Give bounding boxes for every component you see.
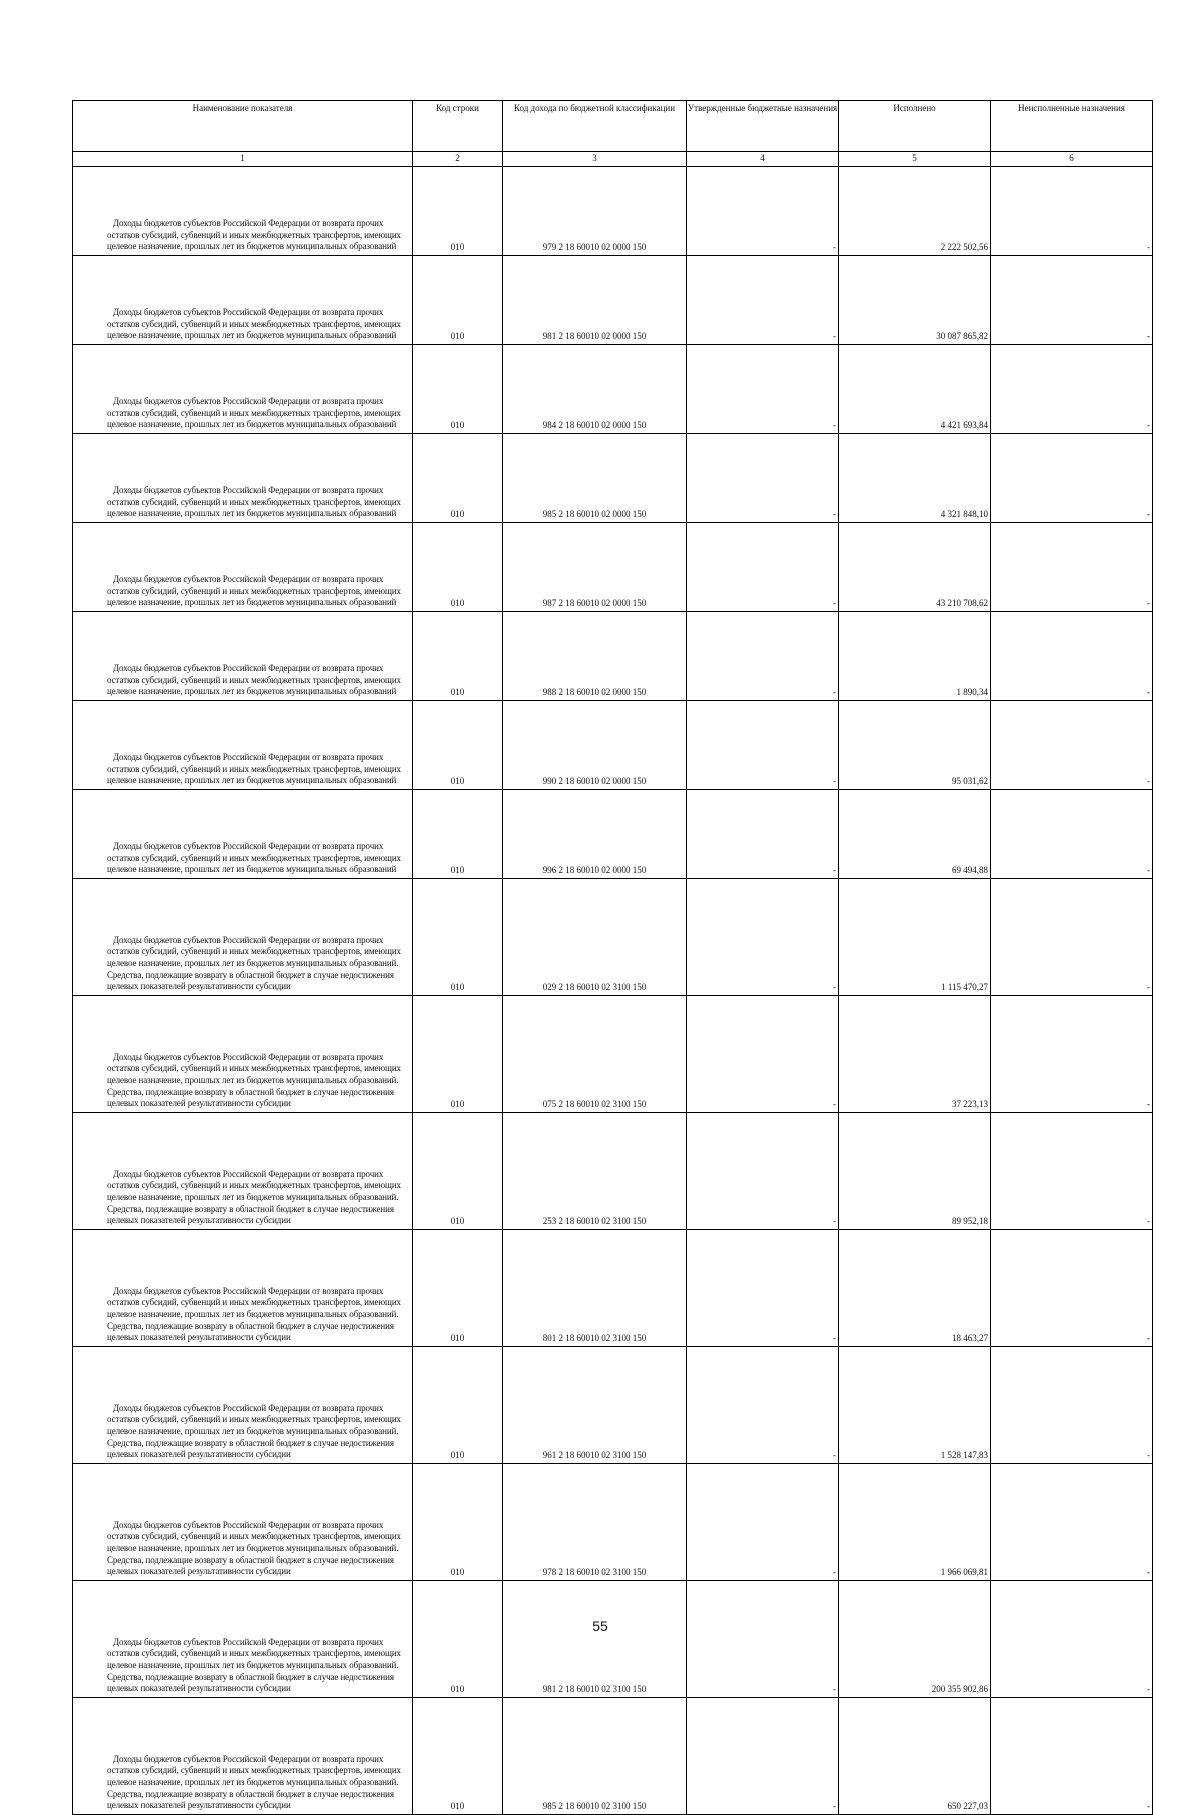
approved-cell: -	[687, 996, 839, 1113]
indicator-name-cell: Доходы бюджетов субъектов Российской Федерации от возврата прочих остатков субсидий, субвенций и иных межбюджетных трансфертов, имеющих целевое назначение, прошлых лет из бюджетов муниципальных образований	[73, 701, 413, 790]
executed-cell: 89 952,18	[839, 1113, 991, 1230]
indicator-name-cell: Доходы бюджетов субъектов Российской Федерации от возврата прочих остатков субсидий, субвенций и иных межбюджетных трансфертов, имеющих целевое назначение, прошлых лет из бюджетов муниципальных образований. Средства, подлежащие возврату в областной бюджет в случае недостижения целевых показателей результативности субсидии	[73, 1347, 413, 1464]
row-code-cell: 010	[413, 1113, 503, 1230]
indicator-name-cell: Доходы бюджетов субъектов Российской Федерации от возврата прочих остатков субсидий, субвенций и иных межбюджетных трансфертов, имеющих целевое назначение, прошлых лет из бюджетов муниципальных образований	[73, 345, 413, 434]
approved-cell: -	[687, 1698, 839, 1815]
table-row	[73, 701, 1153, 790]
approved-cell: -	[687, 167, 839, 256]
table-row	[73, 256, 1153, 345]
approved-cell: -	[687, 1347, 839, 1464]
row-code-cell: 010	[413, 1347, 503, 1464]
approved-cell: -	[687, 434, 839, 523]
row-code-cell: 010	[413, 1698, 503, 1815]
income-code-cell: 985 2 18 60010 02 3100 150	[503, 1698, 687, 1815]
column-number: 6	[991, 152, 1153, 167]
income-code-cell: 029 2 18 60010 02 3100 150	[503, 879, 687, 996]
table-row	[73, 790, 1153, 879]
column-number: 5	[839, 152, 991, 167]
row-code-cell: 010	[413, 167, 503, 256]
unexecuted-cell: -	[991, 167, 1153, 256]
column-number-row	[73, 152, 1153, 167]
table-row	[73, 1464, 1153, 1581]
indicator-name-cell: Доходы бюджетов субъектов Российской Федерации от возврата прочих остатков субсидий, субвенций и иных межбюджетных трансфертов, имеющих целевое назначение, прошлых лет из бюджетов муниципальных образований	[73, 434, 413, 523]
approved-cell: -	[687, 1581, 839, 1698]
header-income-code: Код дохода по бюджетной классификации	[503, 101, 687, 152]
unexecuted-cell: -	[991, 256, 1153, 345]
executed-cell: 4 321 848,10	[839, 434, 991, 523]
table-row	[73, 167, 1153, 256]
income-code-cell: 075 2 18 60010 02 3100 150	[503, 996, 687, 1113]
unexecuted-cell: -	[991, 790, 1153, 879]
row-code-cell: 010	[413, 256, 503, 345]
approved-cell: -	[687, 256, 839, 345]
table-row	[73, 612, 1153, 701]
header-row	[73, 101, 1153, 152]
executed-cell: 1 966 069,81	[839, 1464, 991, 1581]
unexecuted-cell: -	[991, 612, 1153, 701]
executed-cell: 1 528 147,83	[839, 1347, 991, 1464]
indicator-name-cell: Доходы бюджетов субъектов Российской Федерации от возврата прочих остатков субсидий, субвенций и иных межбюджетных трансфертов, имеющих целевое назначение, прошлых лет из бюджетов муниципальных образований. Средства, подлежащие возврату в областной бюджет в случае недостижения целевых показателей результативности субсидии	[73, 1230, 413, 1347]
approved-cell: -	[687, 1230, 839, 1347]
indicator-name-cell: Доходы бюджетов субъектов Российской Федерации от возврата прочих остатков субсидий, субвенций и иных межбюджетных трансфертов, имеющих целевое назначение, прошлых лет из бюджетов муниципальных образований. Средства, подлежащие возврату в областной бюджет в случае недостижения целевых показателей результативности субсидии	[73, 1113, 413, 1230]
header-executed: Исполнено	[839, 101, 991, 152]
approved-cell: -	[687, 612, 839, 701]
unexecuted-cell: -	[991, 434, 1153, 523]
unexecuted-cell: -	[991, 1581, 1153, 1698]
indicator-name-cell: Доходы бюджетов субъектов Российской Федерации от возврата прочих остатков субсидий, субвенций и иных межбюджетных трансфертов, имеющих целевое назначение, прошлых лет из бюджетов муниципальных образований. Средства, подлежащие возврату в областной бюджет в случае недостижения целевых показателей результативности субсидии	[73, 879, 413, 996]
table-body	[73, 167, 1153, 1815]
row-code-cell: 010	[413, 879, 503, 996]
indicator-name-cell: Доходы бюджетов субъектов Российской Федерации от возврата прочих остатков субсидий, субвенций и иных межбюджетных трансфертов, имеющих целевое назначение, прошлых лет из бюджетов муниципальных образований. Средства, подлежащие возврату в областной бюджет в случае недостижения целевых показателей результативности субсидии	[73, 996, 413, 1113]
approved-cell: -	[687, 345, 839, 434]
column-number: 3	[503, 152, 687, 167]
row-code-cell: 010	[413, 434, 503, 523]
approved-cell: -	[687, 701, 839, 790]
income-code-cell: 978 2 18 60010 02 3100 150	[503, 1464, 687, 1581]
income-code-cell: 801 2 18 60010 02 3100 150	[503, 1230, 687, 1347]
row-code-cell: 010	[413, 996, 503, 1113]
table-row	[73, 1113, 1153, 1230]
unexecuted-cell: -	[991, 1113, 1153, 1230]
approved-cell: -	[687, 790, 839, 879]
unexecuted-cell: -	[991, 1464, 1153, 1581]
unexecuted-cell: -	[991, 1347, 1153, 1464]
income-code-cell: 981 2 18 60010 02 0000 150	[503, 256, 687, 345]
row-code-cell: 010	[413, 345, 503, 434]
income-code-cell: 984 2 18 60010 02 0000 150	[503, 345, 687, 434]
column-number: 4	[687, 152, 839, 167]
executed-cell: 650 227,03	[839, 1698, 991, 1815]
executed-cell: 200 355 902,86	[839, 1581, 991, 1698]
page-number: 55	[592, 1618, 608, 1634]
executed-cell: 18 463,27	[839, 1230, 991, 1347]
income-code-cell: 981 2 18 60010 02 3100 150	[503, 1581, 687, 1698]
table-row	[73, 345, 1153, 434]
row-code-cell: 010	[413, 1581, 503, 1698]
table-row	[73, 1581, 1153, 1698]
unexecuted-cell: -	[991, 523, 1153, 612]
unexecuted-cell: -	[991, 1698, 1153, 1815]
budget-income-table	[72, 100, 1153, 1815]
table-row	[73, 1698, 1153, 1815]
indicator-name-cell: Доходы бюджетов субъектов Российской Федерации от возврата прочих остатков субсидий, субвенций и иных межбюджетных трансфертов, имеющих целевое назначение, прошлых лет из бюджетов муниципальных образований	[73, 523, 413, 612]
indicator-name-cell: Доходы бюджетов субъектов Российской Федерации от возврата прочих остатков субсидий, субвенций и иных межбюджетных трансфертов, имеющих целевое назначение, прошлых лет из бюджетов муниципальных образований	[73, 167, 413, 256]
unexecuted-cell: -	[991, 1230, 1153, 1347]
unexecuted-cell: -	[991, 345, 1153, 434]
income-code-cell: 988 2 18 60010 02 0000 150	[503, 612, 687, 701]
header-indicator-name: Наименование показателя	[73, 101, 413, 152]
unexecuted-cell: -	[991, 996, 1153, 1113]
column-number: 1	[73, 152, 413, 167]
report-page	[72, 100, 1152, 1815]
indicator-name-cell: Доходы бюджетов субъектов Российской Федерации от возврата прочих остатков субсидий, субвенций и иных межбюджетных трансфертов, имеющих целевое назначение, прошлых лет из бюджетов муниципальных образований	[73, 256, 413, 345]
row-code-cell: 010	[413, 523, 503, 612]
table-row	[73, 434, 1153, 523]
income-code-cell: 996 2 18 60010 02 0000 150	[503, 790, 687, 879]
indicator-name-cell: Доходы бюджетов субъектов Российской Федерации от возврата прочих остатков субсидий, субвенций и иных межбюджетных трансфертов, имеющих целевое назначение, прошлых лет из бюджетов муниципальных образований	[73, 612, 413, 701]
income-code-cell: 985 2 18 60010 02 0000 150	[503, 434, 687, 523]
approved-cell: -	[687, 523, 839, 612]
row-code-cell: 010	[413, 1230, 503, 1347]
approved-cell: -	[687, 1113, 839, 1230]
income-code-cell: 987 2 18 60010 02 0000 150	[503, 523, 687, 612]
executed-cell: 4 421 693,84	[839, 345, 991, 434]
column-number: 2	[413, 152, 503, 167]
executed-cell: 43 210 708,62	[839, 523, 991, 612]
income-code-cell: 961 2 18 60010 02 3100 150	[503, 1347, 687, 1464]
header-unexecuted: Неисполненные назначения	[991, 101, 1153, 152]
executed-cell: 30 087 865,82	[839, 256, 991, 345]
indicator-name-cell: Доходы бюджетов субъектов Российской Федерации от возврата прочих остатков субсидий, субвенций и иных межбюджетных трансфертов, имеющих целевое назначение, прошлых лет из бюджетов муниципальных образований	[73, 790, 413, 879]
row-code-cell: 010	[413, 1464, 503, 1581]
indicator-name-cell: Доходы бюджетов субъектов Российской Федерации от возврата прочих остатков субсидий, субвенций и иных межбюджетных трансфертов, имеющих целевое назначение, прошлых лет из бюджетов муниципальных образований. Средства, подлежащие возврату в областной бюджет в случае недостижения целевых показателей результативности субсидии	[73, 1698, 413, 1815]
executed-cell: 69 494,88	[839, 790, 991, 879]
approved-cell: -	[687, 879, 839, 996]
indicator-name-cell: Доходы бюджетов субъектов Российской Федерации от возврата прочих остатков субсидий, субвенций и иных межбюджетных трансфертов, имеющих целевое назначение, прошлых лет из бюджетов муниципальных образований. Средства, подлежащие возврату в областной бюджет в случае недостижения целевых показателей результативности субсидии	[73, 1581, 413, 1698]
executed-cell: 95 031,62	[839, 701, 991, 790]
executed-cell: 1 890,34	[839, 612, 991, 701]
table-row	[73, 996, 1153, 1113]
income-code-cell: 979 2 18 60010 02 0000 150	[503, 167, 687, 256]
header-row-code: Код строки	[413, 101, 503, 152]
table-row	[73, 1347, 1153, 1464]
header-approved: Утвержденные бюджетные назначения	[687, 101, 839, 152]
unexecuted-cell: -	[991, 701, 1153, 790]
unexecuted-cell: -	[991, 879, 1153, 996]
table-row	[73, 523, 1153, 612]
table-row	[73, 1230, 1153, 1347]
row-code-cell: 010	[413, 790, 503, 879]
executed-cell: 2 222 502,56	[839, 167, 991, 256]
table-row	[73, 879, 1153, 996]
income-code-cell: 990 2 18 60010 02 0000 150	[503, 701, 687, 790]
executed-cell: 37 223,13	[839, 996, 991, 1113]
row-code-cell: 010	[413, 701, 503, 790]
executed-cell: 1 115 470,27	[839, 879, 991, 996]
approved-cell: -	[687, 1464, 839, 1581]
row-code-cell: 010	[413, 612, 503, 701]
indicator-name-cell: Доходы бюджетов субъектов Российской Федерации от возврата прочих остатков субсидий, субвенций и иных межбюджетных трансфертов, имеющих целевое назначение, прошлых лет из бюджетов муниципальных образований. Средства, подлежащие возврату в областной бюджет в случае недостижения целевых показателей результативности субсидии	[73, 1464, 413, 1581]
income-code-cell: 253 2 18 60010 02 3100 150	[503, 1113, 687, 1230]
